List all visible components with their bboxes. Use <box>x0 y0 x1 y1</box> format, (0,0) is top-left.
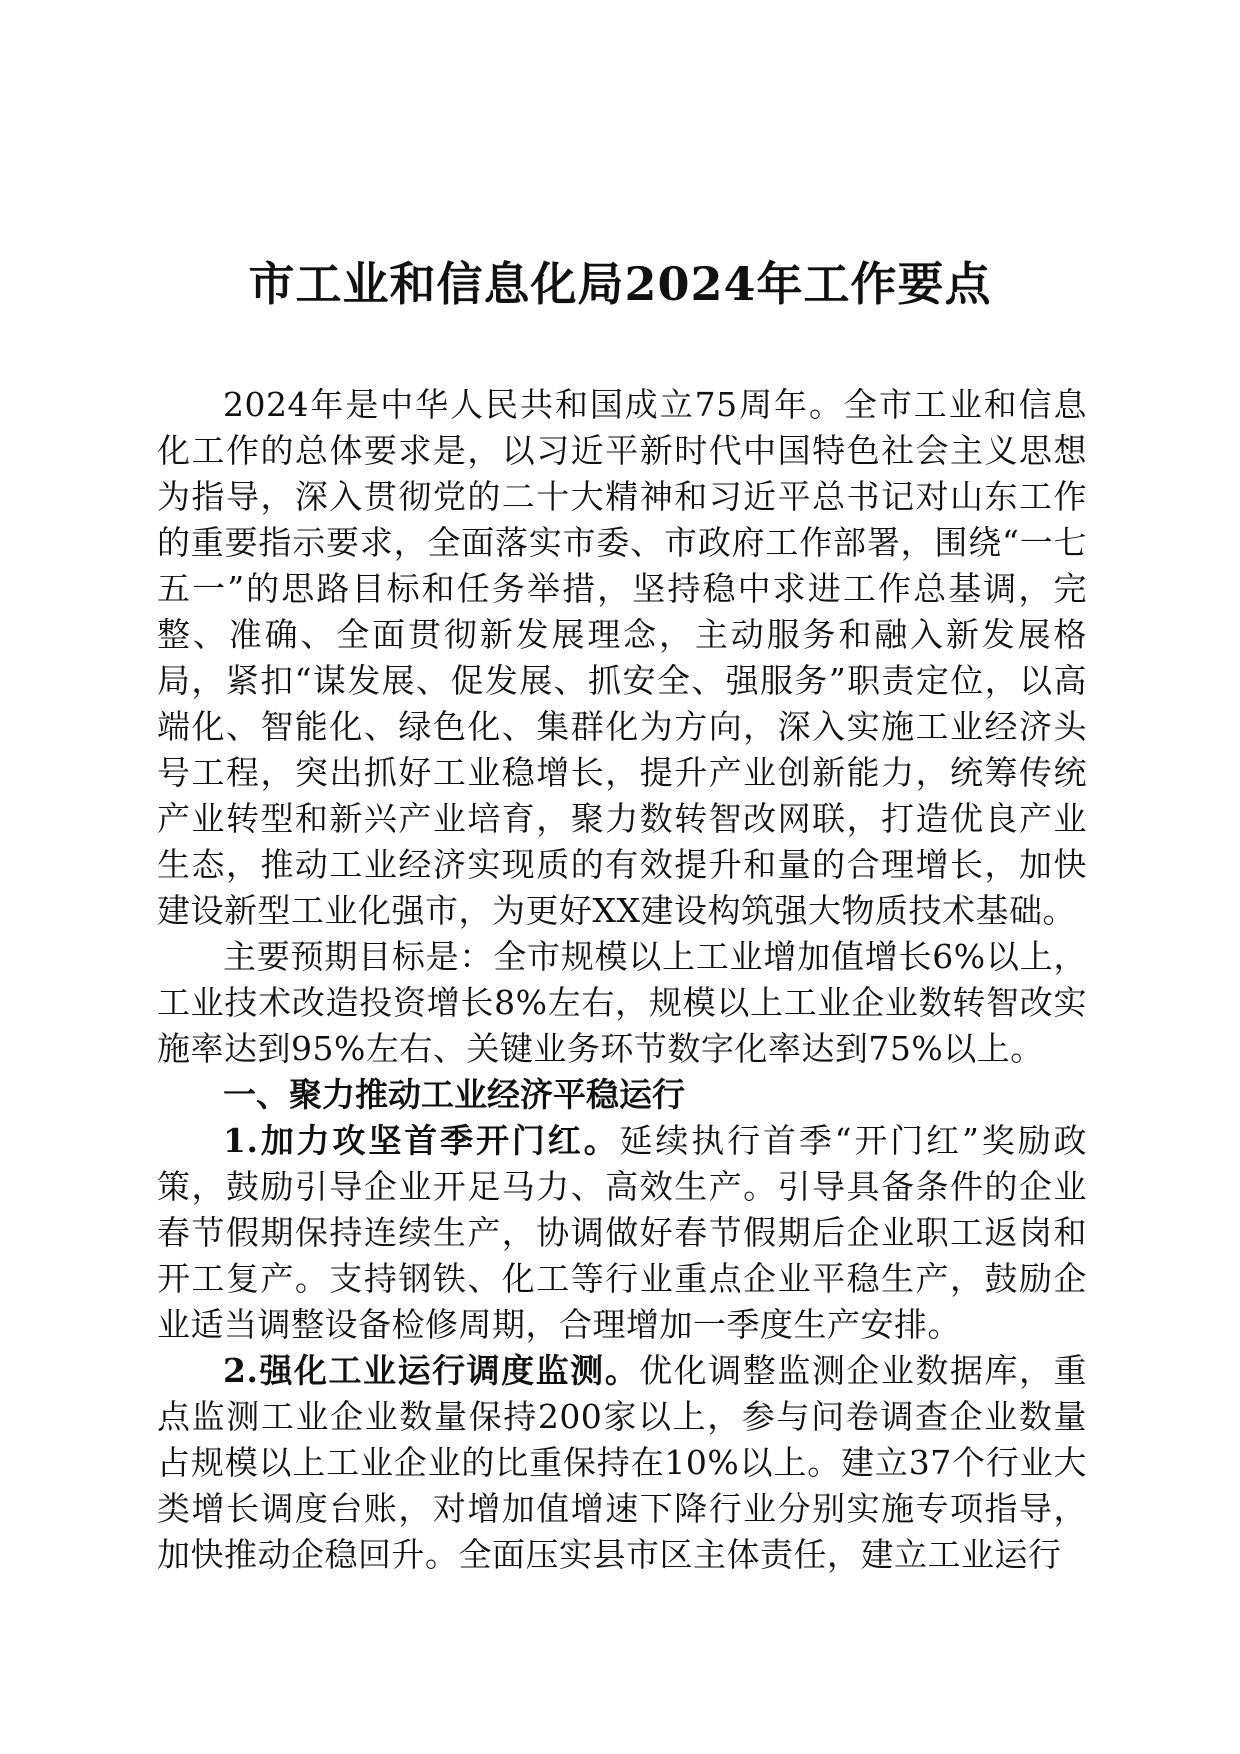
item-1-text: 延续执行首季“开门红”奖励政策，鼓励引导企业开足马力、高效生产。引导具备条件的企业春节假期保持连续生产，协调做好春节假期后企业职工返岗和开工复产。支持钢铁、化工等行业重点企业平稳生产，鼓励企业适当调整设备检修周期，合理增加一季度生产安排。 <box>157 1121 1087 1344</box>
intro-paragraph: 2024年是中华人民共和国成立75周年。全市工业和信息化工作的总体要求是，以习近平新时代中国特色社会主义思想为指导，深入贯彻党的二十大精神和习近平总书记对山东工作的重要指示要求，全面落实市委、市政府工作部署，围绕“一七五一”的思路目标和任务举措，坚持稳中求进工作总基调，完整、准确、全面贯彻新发展理念，主动服务和融入新发展格局，紧扣“谋发展、促发展、抓安全、强服务”职责定位，以高端化、智能化、绿色化、集群化为方向，深入实施工业经济头号工程，突出抓好工业稳增长，提升产业创新能力，统筹传统产业转型和新兴产业培育，聚力数转智改网联，打造优良产业生态，推动工业经济实现质的有效提升和量的合理增长，加快建设新型工业化强市，为更好XX建设构筑强大物质技术基础。 <box>157 385 1087 930</box>
item-2-lead: 2.强化工业运行调度监测。 <box>223 1351 640 1390</box>
section-1-heading: 一、聚力推动工业经济平稳运行 <box>223 1075 685 1114</box>
item-2-text: 优化调整监测企业数据库，重点监测工业企业数量保持200家以上，参与问卷调查企业数量占规模以上工业企业的比重保持在10%以上。建立37个行业大类增长调度台账，对增加值增速下降行业分别实施专项指导，加快推动企稳回升。全面压实县市区主体责任，建立工业运行 <box>157 1351 1088 1574</box>
item-1-paragraph <box>157 1118 1087 1348</box>
item-1-lead: 1.加力攻坚首季开门红。 <box>223 1121 620 1160</box>
document-title: 市工业和信息化局2024年工作要点 <box>248 257 992 311</box>
document-body <box>157 382 1087 1578</box>
targets-paragraph: 主要预期目标是：全市规模以上工业增加值增长6%以上，工业技术改造投资增长8%左右，规模以上工业企业数转智改实施率达到95%左右、关键业务环节数字化率达到75%以上。 <box>157 937 1087 1068</box>
item-2-paragraph <box>157 1348 1087 1578</box>
